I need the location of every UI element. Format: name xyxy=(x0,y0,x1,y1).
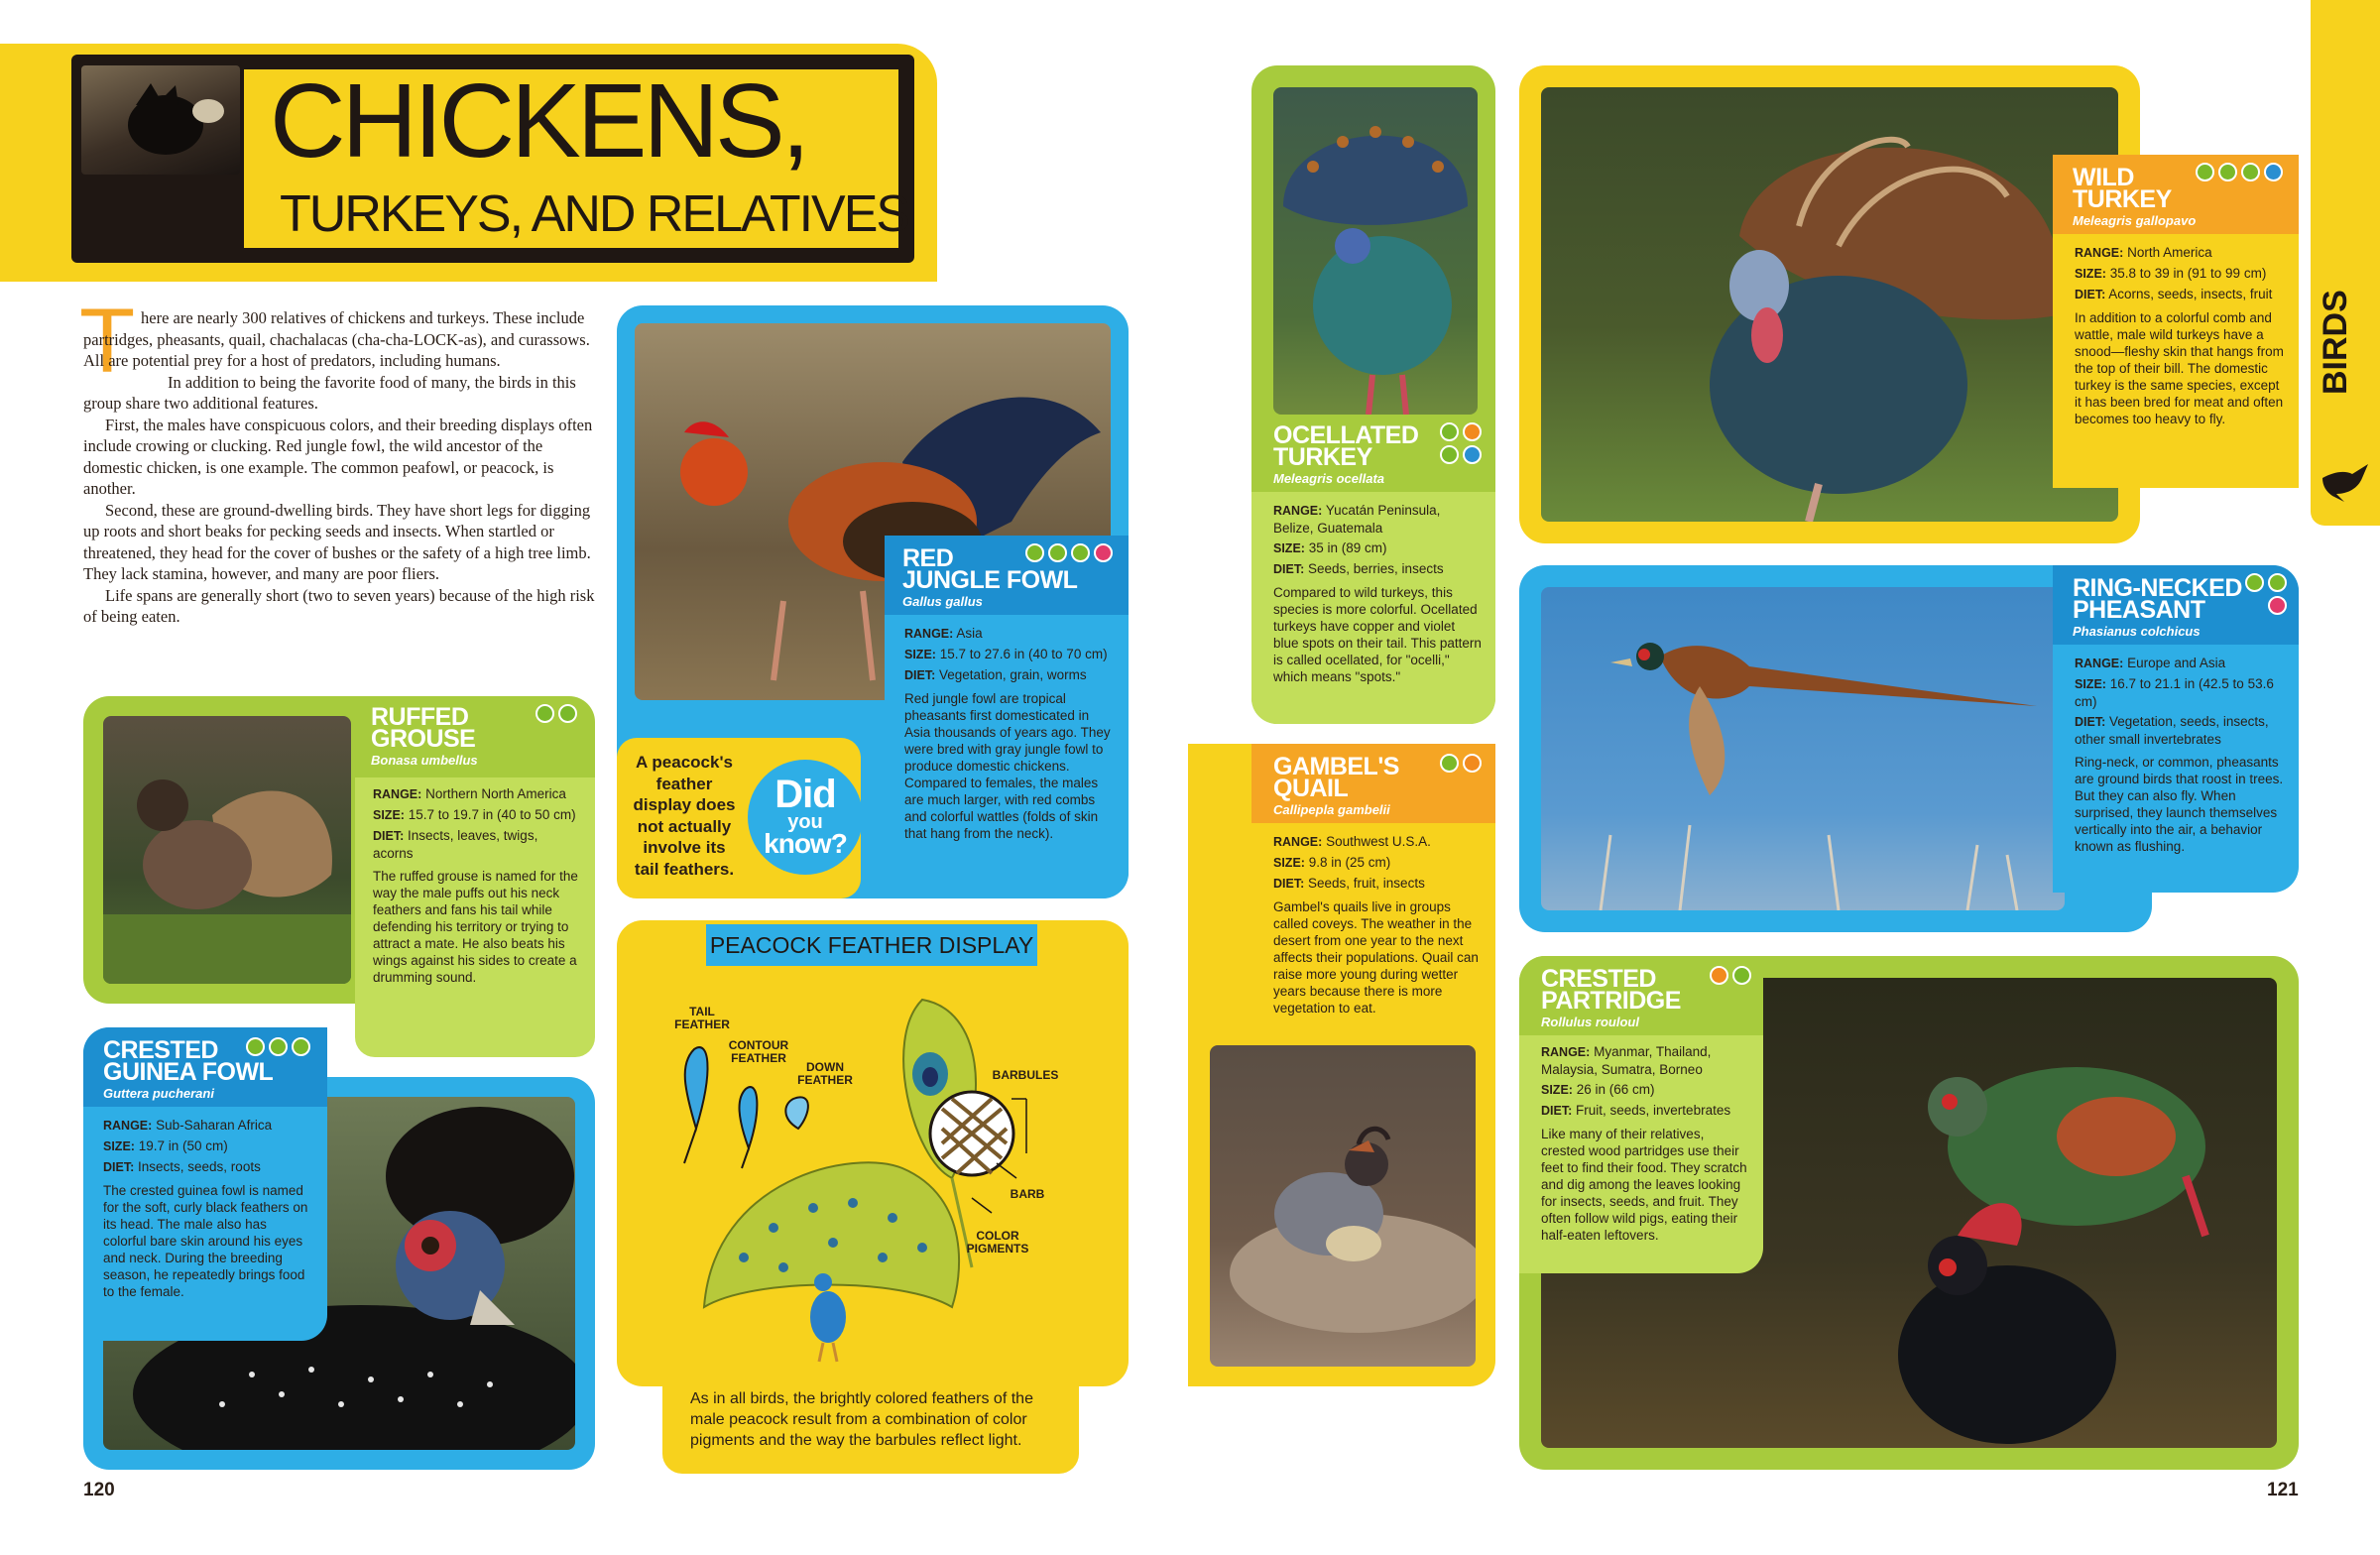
fact-range xyxy=(1273,833,1484,851)
gambels-quail-photo xyxy=(1210,1045,1476,1367)
species-name: CRESTED xyxy=(1541,965,1656,993)
fact-range xyxy=(1273,502,1484,537)
crested-guinea-fowl-facts xyxy=(103,1117,313,1300)
status-icon xyxy=(2264,163,2283,181)
fact-diet xyxy=(1273,560,1484,578)
fact-range xyxy=(2075,655,2285,672)
intro-paragraph-2: In addition to being the favorite food of many, the birds in this group share two additional features. xyxy=(83,372,576,413)
did-you-know-fact: A peacock's feather display does not actually involve its tail feathers. xyxy=(633,753,736,879)
fact-size xyxy=(1273,539,1484,557)
fact-value: 16.7 to 21.1 in (42.5 to 53.6 cm) xyxy=(2075,676,2274,709)
ring-necked-pheasant-facts xyxy=(2075,655,2285,855)
fact-range xyxy=(1541,1043,1751,1078)
fact-label: SIZE: xyxy=(1273,856,1305,870)
scientific-name: Meleagris gallopavo xyxy=(2073,213,2197,228)
habitat-icon xyxy=(1463,754,1482,773)
status-icons xyxy=(536,704,577,723)
fact-value: Southwest U.S.A. xyxy=(1326,834,1431,849)
fact-diet xyxy=(103,1158,313,1176)
species-name: WILD xyxy=(2073,164,2134,191)
habitat-icon xyxy=(2268,573,2287,592)
species-description: Compared to wild turkeys, this species is more colorful. Ocellated turkeys have copper and violet blue spots on their tail. This pattern is called ocellated, for "ocelli," which means "spots." xyxy=(1273,585,1482,684)
fact-size xyxy=(2075,675,2285,710)
crested-partridge-facts xyxy=(1541,1043,1751,1244)
species-description: Gambel's quails live in groups called coveys. The weather in the desert from one year to the next affects their populations. Quail can raise more young during wetter years because there is more vegetation to eat. xyxy=(1273,899,1479,1016)
intro-paragraph-1: here are nearly 300 relatives of chickens and turkeys. These include partridges, pheasants, quail, chachalacas (cha-cha-LOCK-as), and curassows. All are potential prey for a host of predators, including humans. xyxy=(83,308,590,370)
habitat-icon xyxy=(292,1037,310,1056)
page-number-left: 120 xyxy=(83,1480,115,1500)
fact-label: SIZE: xyxy=(2075,267,2106,281)
fact-value: Europe and Asia xyxy=(2127,656,2226,670)
gambels-quail-name xyxy=(1273,753,1399,817)
ocellated-turkey-name xyxy=(1273,421,1419,486)
fact-label: RANGE: xyxy=(1273,835,1323,849)
fact-label: SIZE: xyxy=(904,648,936,661)
fact-value: 15.7 to 27.6 in (40 to 70 cm) xyxy=(939,647,1108,661)
fact-label: RANGE: xyxy=(2075,657,2124,670)
page-title-line2: TURKEYS, AND RELATIVES xyxy=(280,185,909,243)
fact-value: Seeds, berries, insects xyxy=(1308,561,1444,576)
species-name: GUINEA FOWL xyxy=(103,1058,274,1086)
species-name: JUNGLE FOWL xyxy=(902,566,1078,594)
status-icons xyxy=(2196,163,2283,181)
intro-paragraph-3: First, the males have conspicuous colors, and their breeding displays often include crowing or clucking. Red jungle fowl, the wild ancestor of the domestic chicken, is one example. The common peafowl, or peacock, is another. xyxy=(83,415,593,498)
did-you-know-badge xyxy=(748,760,863,875)
species-description: The crested guinea fowl is named for the soft, curly black feathers on its head. The male also has colorful bare skin around his eyes and neck. During the breeding season, he repeatedly brings food to the female. xyxy=(103,1183,308,1299)
status-icons xyxy=(2243,573,2287,615)
fact-diet xyxy=(904,666,1115,684)
species-name: OCELLATED xyxy=(1273,421,1419,449)
fact-value: Sub-Saharan Africa xyxy=(156,1118,273,1133)
ocellated-turkey-facts xyxy=(1273,502,1484,685)
intro-dropcap: T xyxy=(79,291,136,392)
habitat-icon xyxy=(1440,422,1459,441)
fact-label: SIZE: xyxy=(2075,677,2106,691)
fact-label: SIZE: xyxy=(103,1139,135,1153)
fact-value: Seeds, fruit, insects xyxy=(1308,876,1425,891)
habitat-icon xyxy=(2196,163,2214,181)
ring-necked-pheasant-name xyxy=(2073,574,2242,639)
fact-value: Insects, seeds, roots xyxy=(138,1159,261,1174)
habitat-icon xyxy=(1732,966,1751,985)
fact-label: RANGE: xyxy=(904,627,954,641)
wild-turkey-facts xyxy=(2075,244,2285,427)
status-icons xyxy=(246,1037,310,1056)
habitat-icon xyxy=(269,1037,288,1056)
badge-text: you xyxy=(787,811,823,833)
status-icon xyxy=(1463,445,1482,464)
fact-value: 35.8 to 39 in (91 to 99 cm) xyxy=(2109,266,2267,281)
scientific-name: Callipepla gambelii xyxy=(1273,802,1390,817)
fact-value: Yucatán Peninsula, Belize, Guatemala xyxy=(1273,503,1441,536)
fact-label: DIET: xyxy=(1273,877,1305,891)
fact-diet xyxy=(2075,286,2285,303)
species-description: In addition to a colorful comb and wattle, male wild turkeys have a snood—fleshy skin that hangs from the top of their bill. The domestic turkey is the same species, except it has been bred for meat and often becomes too heavy to fly. xyxy=(2075,310,2284,426)
fact-label: DIET: xyxy=(904,668,936,682)
habitat-icon xyxy=(536,704,554,723)
scientific-name: Gallus gallus xyxy=(902,594,983,609)
habitat-icon xyxy=(1440,754,1459,773)
intro-paragraph-4: Second, these are ground-dwelling birds. They have short legs for digging up roots and short beaks for pecking seeds and insects. When startled or threatened, they head for the cover of bushes or the safety of a high tree limb. They lack stamina, however, and many are poor fliers. xyxy=(83,500,591,583)
wild-turkey-photo xyxy=(1541,87,2118,522)
intro-text xyxy=(83,307,599,628)
fact-diet xyxy=(1541,1102,1751,1120)
scientific-name: Phasianus colchicus xyxy=(2073,624,2201,639)
fact-size xyxy=(1273,854,1484,872)
species-description: Like many of their relatives, crested wood partridges use their feet to find their food. They scratch and dig among the leaves looking for insects, seeds, and fruit. They often follow wild pigs, eating their half-eaten leftovers. xyxy=(1541,1127,1747,1243)
species-name: QUAIL xyxy=(1273,775,1349,802)
fact-value: Acorns, seeds, insects, fruit xyxy=(2108,287,2273,301)
fact-value: 9.8 in (25 cm) xyxy=(1308,855,1391,870)
fact-diet xyxy=(2075,713,2285,748)
fact-label: DIET: xyxy=(1541,1104,1573,1118)
fact-value: 19.7 in (50 cm) xyxy=(138,1138,228,1153)
gambels-quail-facts xyxy=(1273,833,1484,1017)
peacock-caption: As in all birds, the brightly colored feathers of the male peacock result from a combination of color pigments and the way the barbules reflect light. xyxy=(690,1390,1033,1449)
species-name: RED xyxy=(902,544,954,572)
fact-label: RANGE: xyxy=(103,1119,153,1133)
ruffed-grouse-photo xyxy=(103,716,351,984)
species-name: PARTRIDGE xyxy=(1541,987,1681,1015)
ruffed-grouse-name xyxy=(371,703,478,768)
habitat-icon xyxy=(1048,543,1067,562)
status-icons xyxy=(1440,422,1484,464)
species-name: RUFFED xyxy=(371,703,469,731)
fact-value: Insects, leaves, twigs, acorns xyxy=(373,828,538,861)
fact-label: SIZE: xyxy=(373,808,405,822)
ocellated-turkey-photo xyxy=(1273,87,1478,415)
label-tail-feather: TAIL FEATHER xyxy=(674,1005,730,1031)
fact-size xyxy=(2075,265,2285,283)
fact-value: Northern North America xyxy=(425,786,566,801)
fact-size xyxy=(373,806,581,824)
side-tab-label: BIRDS xyxy=(2317,290,2354,395)
fact-label: DIET: xyxy=(1273,562,1305,576)
fact-value: 15.7 to 19.7 in (40 to 50 cm) xyxy=(408,807,576,822)
ring-necked-pheasant-photo xyxy=(1541,587,2065,910)
fact-diet xyxy=(373,827,581,862)
ruffed-grouse-facts xyxy=(373,785,581,986)
fact-size xyxy=(1541,1081,1751,1099)
fact-label: SIZE: xyxy=(1541,1083,1573,1097)
fact-size xyxy=(904,646,1115,663)
fact-label: RANGE: xyxy=(1541,1045,1591,1059)
fact-range xyxy=(373,785,581,803)
fact-range xyxy=(103,1117,313,1135)
badge-text: Did xyxy=(774,773,836,816)
species-description: Ring-neck, or common, pheasants are ground birds that roost in trees. But they can also fly. When surprised, they launch themselves vertically into the air, a behavior known as flushing. xyxy=(2075,755,2284,854)
fact-value: Vegetation, seeds, insects, other small invertebrates xyxy=(2075,714,2269,747)
status-icons xyxy=(1025,543,1113,562)
fact-value: Myanmar, Thailand, Malaysia, Sumatra, Borneo xyxy=(1541,1044,1712,1077)
habitat-icon xyxy=(558,704,577,723)
status-icons xyxy=(1440,754,1482,773)
page-number-right: 121 xyxy=(2267,1480,2299,1500)
fact-value: 26 in (66 cm) xyxy=(1576,1082,1655,1097)
fact-label: RANGE: xyxy=(2075,246,2124,260)
species-name: PHEASANT xyxy=(2073,596,2205,624)
scientific-name: Rollulus rouloul xyxy=(1541,1015,1639,1029)
fact-diet xyxy=(1273,875,1484,893)
fact-value: North America xyxy=(2127,245,2212,260)
scientific-name: Guttera pucherani xyxy=(103,1086,214,1101)
fact-value: Vegetation, grain, worms xyxy=(939,667,1087,682)
habitat-icon xyxy=(2245,573,2264,592)
habitat-icon xyxy=(1071,543,1090,562)
label-barb: BARB xyxy=(1010,1187,1045,1201)
label-contour-feather: CONTOUR FEATHER xyxy=(728,1038,789,1065)
title-bird-photo xyxy=(81,65,240,175)
species-name: GAMBEL'S xyxy=(1273,753,1399,780)
species-description: Red jungle fowl are tropical pheasants first domesticated in Asia thousands of years ago. They were bred with gray jungle fowl to produce domestic chickens. Compared to females, the males are much larger, with red combs and colorful wattles (folds of skin that hang from the neck). xyxy=(904,691,1111,841)
scientific-name: Bonasa umbellus xyxy=(371,753,478,768)
habitat-icon xyxy=(2241,163,2260,181)
fact-label: DIET: xyxy=(103,1160,135,1174)
fact-size xyxy=(103,1137,313,1155)
fact-label: DIET: xyxy=(2075,715,2106,729)
peacock-heading: PEACOCK FEATHER DISPLAY xyxy=(706,924,1037,966)
species-name: RING-NECKED xyxy=(2073,574,2242,602)
fact-range xyxy=(2075,244,2285,262)
badge-text: know? xyxy=(764,828,847,859)
species-description: The ruffed grouse is named for the way the male puffs out his neck feathers and fans his tail while defending his territory or trying to attract a mate. He also beats his wings against his sides to create a drumming sound. xyxy=(373,869,578,985)
fact-label: DIET: xyxy=(373,829,405,843)
habitat-icon xyxy=(2218,163,2237,181)
fact-range xyxy=(904,625,1115,643)
habitat-icon xyxy=(246,1037,265,1056)
bird-silhouette-icon xyxy=(2319,444,2372,504)
status-icon xyxy=(2268,596,2287,615)
habitat-icon xyxy=(1710,966,1728,985)
wild-turkey-name xyxy=(2073,164,2197,228)
label-color-pigments: COLOR PIGMENTS xyxy=(966,1229,1029,1256)
fact-label: RANGE: xyxy=(373,787,422,801)
status-icon xyxy=(1094,543,1113,562)
status-icons xyxy=(1710,966,1751,985)
species-name: TURKEY xyxy=(2073,185,2172,213)
page-title-line1: CHICKENS, xyxy=(270,62,807,179)
habitat-icon xyxy=(1463,422,1482,441)
fact-value: Fruit, seeds, invertebrates xyxy=(1576,1103,1731,1118)
fact-value: Asia xyxy=(956,626,983,641)
fact-value: 35 in (89 cm) xyxy=(1308,540,1387,555)
habitat-icon xyxy=(1440,445,1459,464)
crested-partridge-name xyxy=(1541,965,1681,1029)
species-name: GROUSE xyxy=(371,725,476,753)
fact-label: SIZE: xyxy=(1273,541,1305,555)
label-barbules: BARBULES xyxy=(992,1068,1059,1082)
label-down-feather: DOWN FEATHER xyxy=(797,1060,853,1087)
habitat-icon xyxy=(1025,543,1044,562)
species-name: CRESTED xyxy=(103,1036,218,1064)
fact-label: DIET: xyxy=(2075,288,2106,301)
intro-paragraph-5: Life spans are generally short (two to seven years) because of the high risk of being eaten. xyxy=(83,585,595,626)
fact-label: RANGE: xyxy=(1273,504,1323,518)
scientific-name: Meleagris ocellata xyxy=(1273,471,1384,486)
species-name: TURKEY xyxy=(1273,443,1372,471)
red-jungle-fowl-facts xyxy=(904,625,1115,842)
